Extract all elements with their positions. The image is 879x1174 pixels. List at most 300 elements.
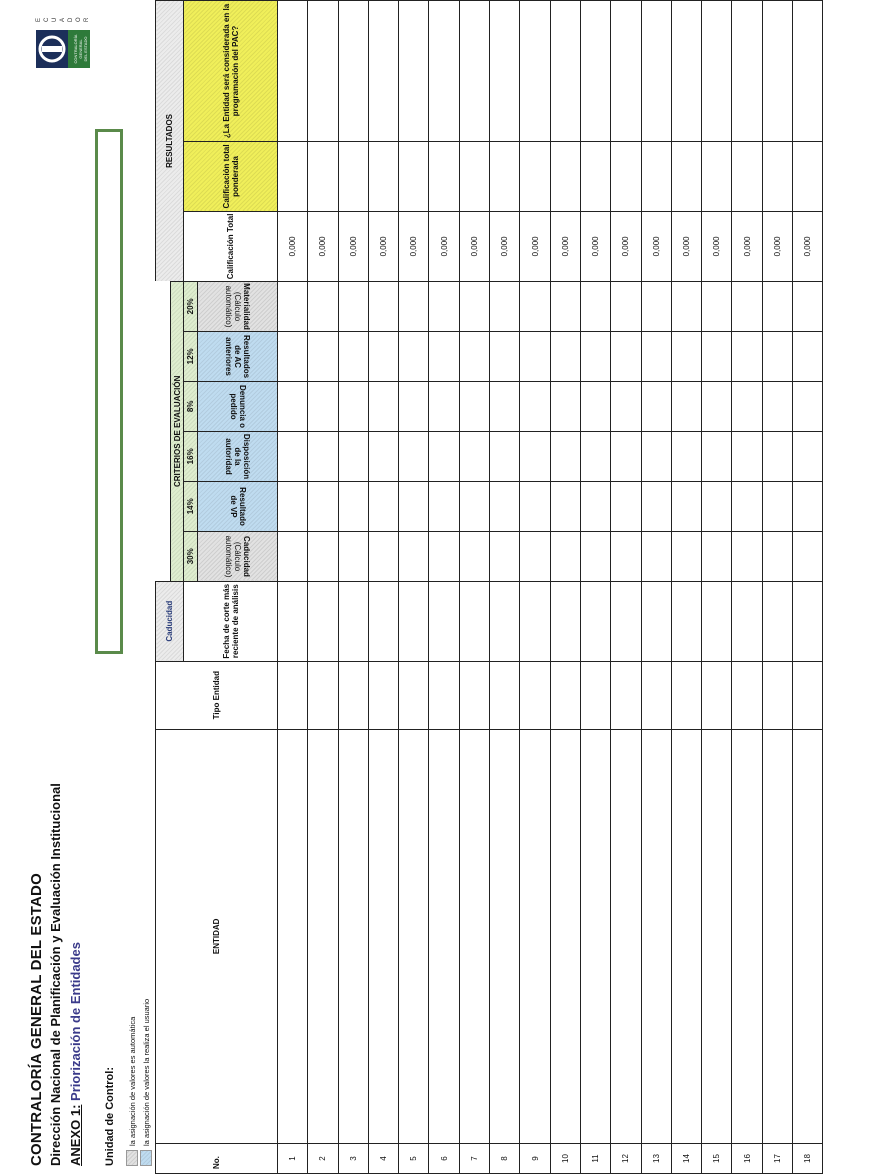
row-cell[interactable] [368,331,398,381]
header-entidad: ENTIDAD [156,729,278,1143]
table-row [278,1,308,1174]
criterion-caducidad [198,531,278,581]
row-cell[interactable] [490,141,520,211]
row-cell[interactable] [702,381,732,431]
row-cell[interactable] [702,141,732,211]
row-cell[interactable] [338,661,368,729]
row-cell[interactable] [429,281,459,331]
table-row [611,1,641,1174]
row-cell[interactable] [702,281,732,331]
row-cell[interactable] [732,381,762,431]
row-number: 11 [580,1144,610,1174]
svg-text:U: U [52,17,58,22]
row-cell[interactable] [702,1,732,142]
row-cell[interactable] [550,661,580,729]
row-cell[interactable] [459,381,489,431]
row-cell[interactable] [429,381,459,431]
row-cell[interactable] [550,381,580,431]
row-cell[interactable] [671,481,701,531]
row-cell[interactable] [399,661,429,729]
legend-auto [126,1017,138,1166]
annex-title: Priorización de Entidades [68,942,83,1101]
row-cell[interactable] [490,381,520,431]
row-cell[interactable] [368,431,398,481]
row-calificacion-total: 0,000 [399,211,429,281]
row-cell[interactable] [399,581,429,661]
row-cell[interactable] [490,431,520,481]
row-cell[interactable] [490,531,520,581]
row-cell[interactable] [671,331,701,381]
row-calificacion-total: 0,000 [732,211,762,281]
row-cell[interactable] [278,581,308,661]
svg-text:E: E [36,17,42,22]
row-cell[interactable] [641,141,671,211]
row-cell[interactable] [368,381,398,431]
row-calificacion-total: 0,000 [429,211,459,281]
row-cell[interactable] [671,531,701,581]
row-cell[interactable] [641,581,671,661]
svg-text:D: D [68,17,74,22]
row-cell[interactable] [459,531,489,581]
row-cell[interactable] [732,581,762,661]
row-calificacion-total: 0,000 [459,211,489,281]
row-cell[interactable] [338,581,368,661]
row-calificacion-total: 0,000 [520,211,550,281]
row-cell[interactable] [641,431,671,481]
row-cell[interactable] [520,431,550,481]
table-row [429,1,459,1174]
header-calificacion-ponderada: Calificación total ponderada [184,141,278,211]
row-cell[interactable] [520,661,550,729]
row-cell[interactable] [793,141,823,211]
row-cell[interactable] [429,431,459,481]
row-cell[interactable] [793,581,823,661]
criterion-sub: (Cálculo automático) [224,535,242,578]
row-cell[interactable] [459,431,489,481]
row-cell[interactable] [641,481,671,531]
row-cell[interactable] [550,141,580,211]
row-calificacion-total: 0,000 [338,211,368,281]
row-cell[interactable] [459,581,489,661]
row-cell[interactable] [399,141,429,211]
row-cell[interactable] [278,331,308,381]
row-number: 7 [459,1144,489,1174]
row-cell[interactable] [702,661,732,729]
header-criterios: CRITERIOS DE EVALUACIÓN [171,281,184,581]
criterion-label: Denuncia o pedido [228,384,247,428]
row-cell[interactable] [308,1,338,142]
row-cell[interactable] [762,381,792,431]
row-cell[interactable] [550,431,580,481]
row-cell[interactable] [580,431,610,481]
criterion-label: Resultados de AC anteriores [224,334,251,378]
row-cell[interactable] [520,281,550,331]
row-number: 16 [732,1144,762,1174]
svg-text:CONTRALORÍA: CONTRALORÍA [73,34,78,64]
row-cell[interactable] [611,581,641,661]
row-cell[interactable] [611,331,641,381]
table-row [459,1,489,1174]
row-cell[interactable] [368,729,398,1143]
criterion-resultados-ac [198,331,278,381]
row-cell[interactable] [338,531,368,581]
row-cell[interactable] [641,1,671,142]
row-number: 12 [611,1144,641,1174]
row-cell[interactable] [732,1,762,142]
row-cell[interactable] [338,331,368,381]
row-cell[interactable] [641,729,671,1143]
row-cell[interactable] [459,1,489,142]
row-cell[interactable] [762,431,792,481]
row-cell[interactable] [399,729,429,1143]
row-cell[interactable] [702,581,732,661]
priorization-table [155,0,823,1174]
row-cell[interactable] [399,431,429,481]
table-row [399,1,429,1174]
row-cell[interactable] [368,141,398,211]
row-cell[interactable] [793,661,823,729]
row-cell[interactable] [732,531,762,581]
row-cell[interactable] [459,661,489,729]
row-cell[interactable] [490,331,520,381]
row-cell[interactable] [399,281,429,331]
header-pac: ¿La Entidad será considerada en la programación del PAC? [184,1,278,142]
row-cell[interactable] [278,481,308,531]
row-cell[interactable] [550,581,580,661]
row-cell[interactable] [671,1,701,142]
row-cell[interactable] [702,729,732,1143]
table-row [641,1,671,1174]
table-row [702,1,732,1174]
row-calificacion-total: 0,000 [368,211,398,281]
row-cell[interactable] [550,531,580,581]
legend-user [140,999,152,1166]
row-cell[interactable] [793,281,823,331]
row-cell[interactable] [490,661,520,729]
row-calificacion-total: 0,000 [580,211,610,281]
svg-text:C: C [44,17,50,22]
row-cell[interactable] [702,331,732,381]
header-no: No. [156,1144,278,1174]
row-cell[interactable] [278,381,308,431]
row-cell[interactable] [308,729,338,1143]
row-cell[interactable] [278,141,308,211]
row-cell[interactable] [641,331,671,381]
org-title: CONTRALORÍA GENERAL DEL ESTADO [28,873,45,1166]
row-number: 1 [278,1144,308,1174]
row-calificacion-total: 0,000 [671,211,701,281]
row-cell[interactable] [308,661,338,729]
row-calificacion-total: 0,000 [490,211,520,281]
row-calificacion-total: 0,000 [278,211,308,281]
table-row [762,1,792,1174]
row-cell[interactable] [490,1,520,142]
control-unit-label: Unidad de Control: [104,1067,116,1166]
row-cell[interactable] [429,1,459,142]
criterion-pct: 20% [184,281,198,331]
table-row [368,1,398,1174]
row-cell[interactable] [762,281,792,331]
table-row [671,1,701,1174]
criterion-label: Materialidad [242,283,251,330]
row-number: 15 [702,1144,732,1174]
row-cell[interactable] [793,531,823,581]
row-cell[interactable] [429,531,459,581]
legend-user-swatch [140,1150,152,1166]
table-row [732,1,762,1174]
row-cell[interactable] [762,1,792,142]
row-cell[interactable] [580,381,610,431]
row-cell[interactable] [520,381,550,431]
row-cell[interactable] [338,1,368,142]
row-calificacion-total: 0,000 [308,211,338,281]
row-cell[interactable] [732,431,762,481]
criterion-label: Disposición de la autoridad [224,433,251,479]
criterion-sub: (Cálculo automático) [224,285,242,328]
row-cell[interactable] [793,1,823,142]
row-cell[interactable] [641,281,671,331]
row-cell[interactable] [278,1,308,142]
row-cell[interactable] [368,481,398,531]
row-cell[interactable] [308,331,338,381]
table-row [793,1,823,1174]
row-cell[interactable] [308,431,338,481]
row-cell[interactable] [338,381,368,431]
row-number: 13 [641,1144,671,1174]
row-cell[interactable] [459,141,489,211]
legend-auto-text: la asignación de valores es automática [127,1016,137,1146]
row-cell[interactable] [671,431,701,481]
row-cell[interactable] [641,661,671,729]
row-cell[interactable] [520,1,550,142]
annex-heading [68,942,83,1166]
row-cell[interactable] [580,141,610,211]
table-row [308,1,338,1174]
row-cell[interactable] [368,1,398,142]
row-cell[interactable] [611,281,641,331]
criterion-pct: 12% [184,331,198,381]
row-cell[interactable] [399,531,429,581]
row-cell[interactable] [490,481,520,531]
row-cell[interactable] [520,331,550,381]
row-cell[interactable] [641,531,671,581]
row-cell[interactable] [429,581,459,661]
row-cell[interactable] [611,531,641,581]
row-cell[interactable] [732,281,762,331]
row-cell[interactable] [580,661,610,729]
row-cell[interactable] [793,431,823,481]
row-cell[interactable] [732,141,762,211]
criterion-disposicion [198,431,278,481]
row-cell[interactable] [793,481,823,531]
row-cell[interactable] [338,729,368,1143]
row-cell[interactable] [793,331,823,381]
row-number: 9 [520,1144,550,1174]
svg-text:DEL ESTADO: DEL ESTADO [83,36,88,62]
row-cell[interactable] [368,281,398,331]
row-cell[interactable] [611,431,641,481]
row-cell[interactable] [429,729,459,1143]
table-row [550,1,580,1174]
row-cell[interactable] [490,281,520,331]
criterion-label: Resultado de VP [228,486,247,526]
row-cell[interactable] [520,481,550,531]
row-cell[interactable] [641,381,671,431]
control-unit-input[interactable] [95,129,123,654]
row-number: 18 [793,1144,823,1174]
row-cell[interactable] [278,661,308,729]
row-cell[interactable] [580,281,610,331]
row-cell[interactable] [399,381,429,431]
row-number: 5 [399,1144,429,1174]
row-cell[interactable] [762,729,792,1143]
row-cell[interactable] [368,661,398,729]
row-cell[interactable] [308,281,338,331]
row-number: 6 [429,1144,459,1174]
row-cell[interactable] [308,581,338,661]
row-cell[interactable] [308,141,338,211]
row-cell[interactable] [550,1,580,142]
annex-label: ANEXO 1: [68,1104,83,1166]
row-cell[interactable] [580,581,610,661]
row-cell[interactable] [368,531,398,581]
row-cell[interactable] [490,729,520,1143]
row-calificacion-total: 0,000 [793,211,823,281]
row-cell[interactable] [580,729,610,1143]
header-caducidad-group: Caducidad [156,581,184,661]
legend-auto-swatch [126,1150,138,1166]
criterion-pct: 14% [184,481,198,531]
row-cell[interactable] [671,281,701,331]
row-cell[interactable] [278,281,308,331]
row-cell[interactable] [308,381,338,431]
table-row [580,1,610,1174]
cge-logo-icon [30,4,100,74]
row-cell[interactable] [459,331,489,381]
row-cell[interactable] [762,141,792,211]
row-cell[interactable] [399,481,429,531]
row-cell[interactable] [611,729,641,1143]
row-cell[interactable] [278,531,308,581]
row-cell[interactable] [338,141,368,211]
row-calificacion-total: 0,000 [611,211,641,281]
row-number: 10 [550,1144,580,1174]
row-cell[interactable] [702,531,732,581]
row-cell[interactable] [520,729,550,1143]
legend-user-text: la asignación de valores la realiza el usuario [141,998,151,1146]
svg-text:A: A [60,17,66,22]
row-calificacion-total: 0,000 [641,211,671,281]
row-cell[interactable] [732,481,762,531]
row-cell[interactable] [762,481,792,531]
row-cell[interactable] [671,141,701,211]
row-cell[interactable] [308,531,338,581]
row-cell[interactable] [671,661,701,729]
row-calificacion-total: 0,000 [762,211,792,281]
row-cell[interactable] [762,581,792,661]
row-cell[interactable] [580,481,610,531]
row-cell[interactable] [671,581,701,661]
row-cell[interactable] [762,531,792,581]
direction-title: Dirección Nacional de Planificación y Evaluación Institucional [48,783,63,1166]
row-cell[interactable] [399,1,429,142]
criterion-pct: 16% [184,431,198,481]
row-cell[interactable] [429,141,459,211]
row-cell[interactable] [338,431,368,481]
row-cell[interactable] [580,1,610,142]
row-cell[interactable] [611,1,641,142]
row-cell[interactable] [308,481,338,531]
row-cell[interactable] [732,331,762,381]
row-cell[interactable] [732,729,762,1143]
row-number: 17 [762,1144,792,1174]
row-cell[interactable] [611,661,641,729]
criterion-denuncia [198,381,278,431]
row-cell[interactable] [611,141,641,211]
row-cell[interactable] [550,281,580,331]
row-cell[interactable] [520,141,550,211]
header-resultados: RESULTADOS [156,1,184,282]
row-cell[interactable] [671,729,701,1143]
row-cell[interactable] [611,481,641,531]
row-cell[interactable] [490,581,520,661]
row-cell[interactable] [550,729,580,1143]
row-cell[interactable] [459,729,489,1143]
row-cell[interactable] [338,481,368,531]
row-cell[interactable] [429,481,459,531]
row-cell[interactable] [671,381,701,431]
row-cell[interactable] [611,381,641,431]
row-number: 14 [671,1144,701,1174]
row-cell[interactable] [580,531,610,581]
criterion-pct: 30% [184,531,198,581]
header-calificacion-total: Calificación Total [184,211,278,281]
row-cell[interactable] [520,581,550,661]
row-number: 4 [368,1144,398,1174]
row-cell[interactable] [762,661,792,729]
row-cell[interactable] [368,581,398,661]
svg-text:R: R [84,17,90,22]
row-cell[interactable] [459,281,489,331]
svg-text:O: O [76,17,82,22]
row-cell[interactable] [278,729,308,1143]
criterion-materialidad [198,281,278,331]
row-cell[interactable] [550,331,580,381]
table-row [490,1,520,1174]
header-fecha-corte: Fecha de corte más reciente de análisis [184,581,278,661]
row-cell[interactable] [429,661,459,729]
row-cell[interactable] [520,531,550,581]
row-cell[interactable] [793,729,823,1143]
row-cell[interactable] [702,481,732,531]
row-cell[interactable] [762,331,792,381]
row-cell[interactable] [278,431,308,481]
row-cell[interactable] [793,381,823,431]
header-tipo-entidad: Tipo Entidad [156,661,278,729]
row-cell[interactable] [702,431,732,481]
svg-text:GENERAL: GENERAL [78,39,83,59]
row-cell[interactable] [338,281,368,331]
row-cell[interactable] [399,331,429,381]
row-cell[interactable] [550,481,580,531]
row-cell[interactable] [732,661,762,729]
table-row [338,1,368,1174]
row-cell[interactable] [429,331,459,381]
row-cell[interactable] [580,331,610,381]
table-row [520,1,550,1174]
row-cell[interactable] [459,481,489,531]
row-calificacion-total: 0,000 [702,211,732,281]
